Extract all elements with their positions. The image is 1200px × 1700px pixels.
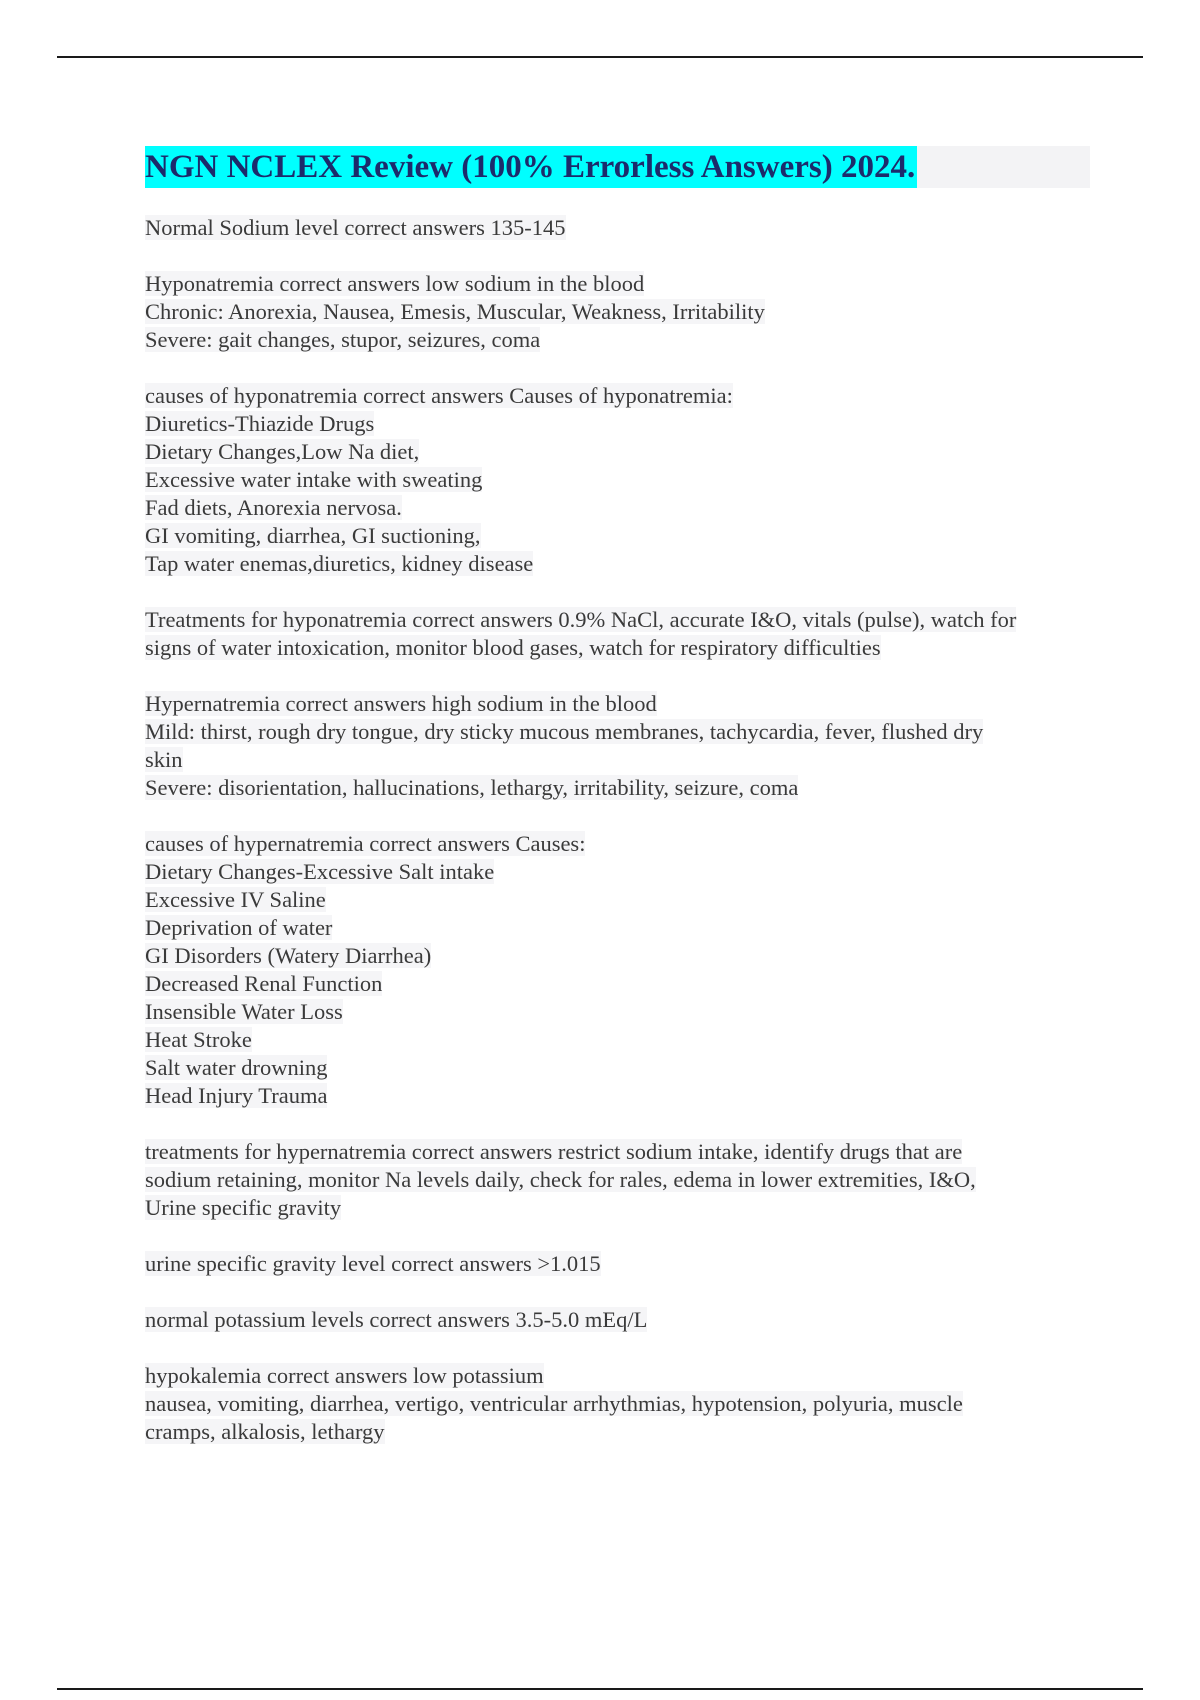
text-line — [145, 914, 1090, 942]
text-line — [145, 1390, 1090, 1418]
text-line-content: urine specific gravity level correct answers >1.015 — [145, 1251, 601, 1276]
text-line — [145, 746, 1090, 774]
text-line-content: Treatments for hyponatremia correct answers 0.9% NaCl, accurate I&O, vitals (pulse), watch for — [145, 607, 1017, 632]
text-line — [145, 494, 1090, 522]
text-line-content: Fad diets, Anorexia nervosa. — [145, 495, 402, 520]
text-line-content: Heat Stroke — [145, 1027, 252, 1052]
text-line-content: Dietary Changes-Excessive Salt intake — [145, 859, 495, 884]
text-line-content: Dietary Changes,Low Na diet, — [145, 439, 420, 464]
text-line — [145, 886, 1090, 914]
text-line — [145, 1082, 1090, 1110]
text-line — [145, 410, 1090, 438]
text-line-content: Severe: gait changes, stupor, seizures, coma — [145, 327, 541, 352]
text-line-content: normal potassium levels correct answers 3.5-5.0 mEq/L — [145, 1307, 648, 1332]
text-line-content: Deprivation of water — [145, 915, 333, 940]
text-line — [145, 970, 1090, 998]
text-line-content: Decreased Renal Function — [145, 971, 383, 996]
top-rule — [57, 56, 1143, 58]
text-line — [145, 690, 1090, 718]
text-line-content: Mild: thirst, rough dry tongue, dry sticky mucous membranes, tachycardia, fever, flushed dry — [145, 719, 984, 744]
text-line — [145, 774, 1090, 802]
text-line — [145, 1138, 1090, 1166]
qa-block — [145, 1362, 1090, 1446]
text-line-content: Chronic: Anorexia, Nausea, Emesis, Muscular, Weakness, Irritability — [145, 299, 765, 324]
text-line — [145, 466, 1090, 494]
document-body — [145, 146, 1090, 1474]
text-line — [145, 270, 1090, 298]
text-line-content: Head Injury Trauma — [145, 1083, 328, 1108]
text-line-content: cramps, alkalosis, lethargy — [145, 1419, 385, 1444]
qa-block — [145, 1138, 1090, 1222]
text-line — [145, 214, 1090, 242]
text-line — [145, 298, 1090, 326]
text-line-content: Hypernatremia correct answers high sodium in the blood — [145, 691, 657, 716]
text-line-content: Tap water enemas,diuretics, kidney disease — [145, 551, 534, 576]
text-line-content: Diuretics-Thiazide Drugs — [145, 411, 375, 436]
document-title: NGN NCLEX Review (100% Errorless Answers) 2024. — [145, 146, 917, 188]
text-line — [145, 438, 1090, 466]
qa-block — [145, 214, 1090, 242]
text-line — [145, 1250, 1090, 1278]
text-line — [145, 1054, 1090, 1082]
qa-block — [145, 830, 1090, 1110]
qa-block — [145, 382, 1090, 578]
text-line-content: causes of hyponatremia correct answers Causes of hyponatremia: — [145, 383, 733, 408]
text-line — [145, 942, 1090, 970]
qa-block — [145, 1306, 1090, 1334]
title-bar — [145, 146, 1090, 188]
text-line — [145, 998, 1090, 1026]
text-line — [145, 1418, 1090, 1446]
text-line-content: Excessive IV Saline — [145, 887, 326, 912]
qa-block — [145, 690, 1090, 802]
text-line — [145, 634, 1090, 662]
text-line — [145, 718, 1090, 746]
text-line — [145, 830, 1090, 858]
text-line — [145, 522, 1090, 550]
text-line — [145, 326, 1090, 354]
text-line-content: causes of hypernatremia correct answers Causes: — [145, 831, 586, 856]
text-line — [145, 550, 1090, 578]
text-line-content: Severe: disorientation, hallucinations, lethargy, irritability, seizure, coma — [145, 775, 799, 800]
text-line — [145, 606, 1090, 634]
text-line-content: Hyponatremia correct answers low sodium in the blood — [145, 271, 645, 296]
qa-block — [145, 1250, 1090, 1278]
text-line-content: treatments for hypernatremia correct answers restrict sodium intake, identify drugs that are — [145, 1139, 963, 1164]
qa-list — [145, 214, 1090, 1446]
qa-block — [145, 270, 1090, 354]
text-line — [145, 382, 1090, 410]
text-line-content: Salt water drowning — [145, 1055, 328, 1080]
text-line — [145, 858, 1090, 886]
qa-block — [145, 606, 1090, 662]
text-line-content: GI vomiting, diarrhea, GI suctioning, — [145, 523, 481, 548]
text-line-content: signs of water intoxication, monitor blood gases, watch for respiratory difficulties — [145, 635, 881, 660]
text-line — [145, 1166, 1090, 1194]
text-line-content: nausea, vomiting, diarrhea, vertigo, ventricular arrhythmias, hypotension, polyuria, muscle — [145, 1391, 963, 1416]
text-line-content: Excessive water intake with sweating — [145, 467, 483, 492]
text-line-content: hypokalemia correct answers low potassium — [145, 1363, 544, 1388]
text-line — [145, 1194, 1090, 1222]
text-line-content: skin — [145, 747, 183, 772]
text-line — [145, 1026, 1090, 1054]
text-line — [145, 1362, 1090, 1390]
text-line-content: Urine specific gravity — [145, 1195, 342, 1220]
text-line — [145, 1306, 1090, 1334]
text-line-content: Normal Sodium level correct answers 135-145 — [145, 215, 566, 240]
text-line-content: Insensible Water Loss — [145, 999, 343, 1024]
text-line-content: sodium retaining, monitor Na levels daily, check for rales, edema in lower extremities, I&O, — [145, 1167, 976, 1192]
text-line-content: GI Disorders (Watery Diarrhea) — [145, 943, 432, 968]
bottom-rule — [57, 1688, 1143, 1690]
